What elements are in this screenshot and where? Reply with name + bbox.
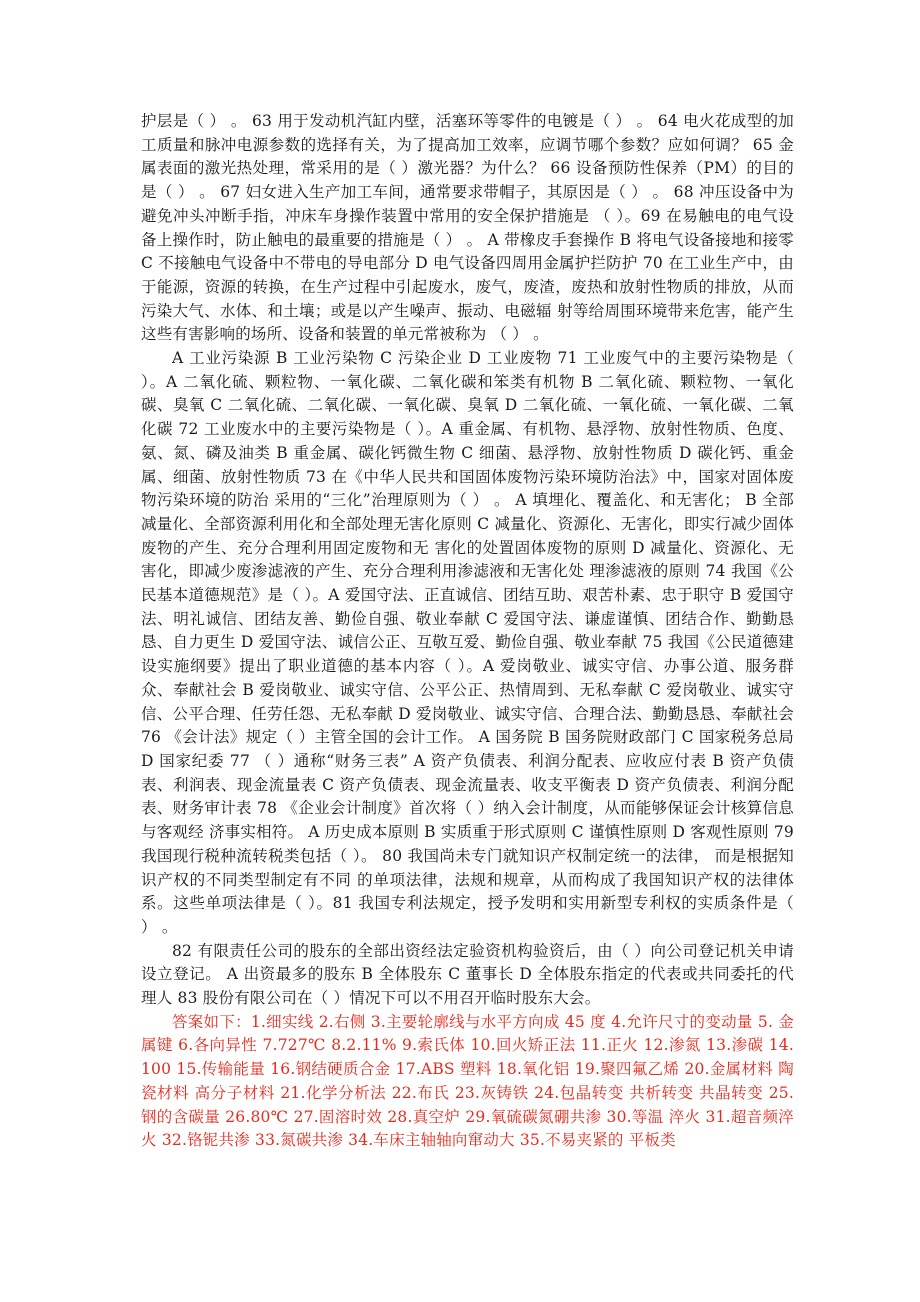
document-page (141, 110, 794, 1153)
answer-key: 答案如下：1.细实线 2.右侧 3.主要轮廓线与水平方向成 45 度 4.允许尺寸的变动量 5. 金属键 6.各向异性 7.727℃ 8.2.11% 9.索氏体 10.回火矫正法 11.正火 12.渗氮 13.渗碳 14.100 15.传输能量 16.钢结硬质合金 17.ABS 塑料 18.氧化铝 19.聚四氟乙烯 20.金属材料 陶瓷材料 高分子材料 21.化学分析法 22.布氏 23.灰铸铁 24.包晶转变 共析转变 共晶转变 25.钢的含碳量 26.80℃ 27.固溶时效 28.真空炉 29.氧硫碳氮硼共渗 30.等温 淬火 31.超音频淬火 32.铬铌共渗 33.氮碳共渗 34.车床主轴轴向窜动大 35.不易夹紧的 平板类 (141, 1012, 794, 1150)
paragraph-questions-63-70: 护层是（ ） 。 63 用于发动机汽缸内壁，活塞环等零件的电镀是（ ） 。 64 电火花成型的加工质量和脉冲电源参数的选择有关，为了提高加工效率，应调节哪个参数？应如何调？ 65 金属表面的激光热处理，常采用的是（ ）激光器？为什么？ 66 设备预防性保养（PM）的目的是（ ） 。 67 妇女进入生产加工车间，通常要求带帽子，其原因是（ ） 。 68 冲压设备中为避免冲头冲断手指，冲床车身操作装置中常用的安全保护措施是 （ ）。69 在易触电的电气设备上操作时，防止触电的最重要的措施是（ ） 。 A 带橡皮手套操作 B 将电气设备接地和接零 C 不接触电气设备中不带电的导电部分 D 电气设备四周用金属护拦防护 70 在工业生产中，由于能源，资源的转换，在生产过程中引起废水，废气，废渣，废热和放射性物质的排放，从而污染大气、水体、和土壤；或是以产生噪声、振动、电磁辐 射等给周围环境带来危害，能产生这些有害影响的场所、设备和装置的单元常被称为 （ ） 。 (141, 112, 794, 344)
paragraph-questions-70-81: A 工业污染源 B 工业污染物 C 污染企业 D 工业废物 71 工业废气中的主要污染物是（ ）。A 二氧化硫、颗粒物、一氧化碳、二氧化碳和笨类有机物 B 二氧化硫、颗粒物、一氧化碳、臭氧 C 二氧化硫、二氧化碳、一氧化碳、臭氧 D 二氧化硫、一氧化硫、一氧化碳、二氧化碳 72 工业废水中的主要污染物是（ ）。A 重金属、有机物、悬浮物、放射性物质、色度、氨、氮、磷及油类 B 重金属、碳化钙微生物 C 细菌、悬浮物、放射性物质 D 碳化钙、重金属、细菌、放射性物质 73 在《中华人民共和国固体废物污染环境防治法》中，国家对固体废物污染环境的防治 采用的“三化”治理原则为（ ） 。 A 填埋化、覆盖化、和无害化； B 全部减量化、全部资源利用化和全部处理无害化原则 C 减量化、资源化、无害化，即实行减少固体废物的产生、充分合理利用固定废物和无 害化的处置固体废物的原则 D 减量化、资源化、无害化，即减少废渗滤液的产生、充分合理利用渗滤液和无害化处 理渗滤液的原则 74 我国《公民基本道德规范》是（ ）。A 爱国守法、正直诚信、团结互助、艰苦朴素、忠于职守 B 爱国守法、明礼诚信、团结友善、勤俭自强、敬业奉献 C 爱国守法、谦虚谨慎、团结合作、勤勤恳恳、自力更生 D 爱国守法、诚信公正、互敬互爱、勤俭自强、敬业奉献 75 我国《公民道德建设实施纲要》提出了职业道德的基本内容（ ）。A 爱岗敬业、诚实守信、办事公道、服务群众、奉献社会 B 爱岗敬业、诚实守信、公平公正、热情周到、无私奉献 C 爱岗敬业、诚实守信、公平合理、任劳任怨、无私奉献 D 爱岗敬业、诚实守信、合理合法、勤勤恳恳、奉献社会 76 《会计法》规定（ ）主管全国的会计工作。 A 国务院 B 国务院财政部门 C 国家税务总局 D 国家纪委 77 （ ）通称“财务三表” A 资产负债表、利润分配表、应收应付表 B 资产负债表、利润表、现金流量表 C 资产负债表、现金流量表、收支平衡表 D 资产负债表、利润分配表、财务审计表 78 《企业会计制度》首次将（ ）纳入会计制度，从而能够保证会计核算信息与客观经 济事实相符。 A 历史成本原则 B 实质重于形式原则 C 谨慎性原则 D 客观性原则 79 我国现行税种流转税类包括（ ）。 80 我国尚未专门就知识产权制定统一的法律， 而是根据知识产权的不同类型制定有不同 的单项法律，法规和规章，从而构成了我国知识产权的法律体系。这些单项法律是（ ）。81 我国专利法规定，授予发明和实用新型专利权的实质条件是（ ） 。 (141, 349, 794, 936)
paragraph-questions-82-83: 82 有限责任公司的股东的全部出资经法定验资机构验资后，由（ ）向公司登记机关申请 设立登记。 A 出资最多的股东 B 全体股东 C 董事长 D 全体股东指定的代表或共同委托的代理人 83 股份有限公司在（ ）情况下可以不用召开临时股东大会。 (141, 941, 794, 1008)
